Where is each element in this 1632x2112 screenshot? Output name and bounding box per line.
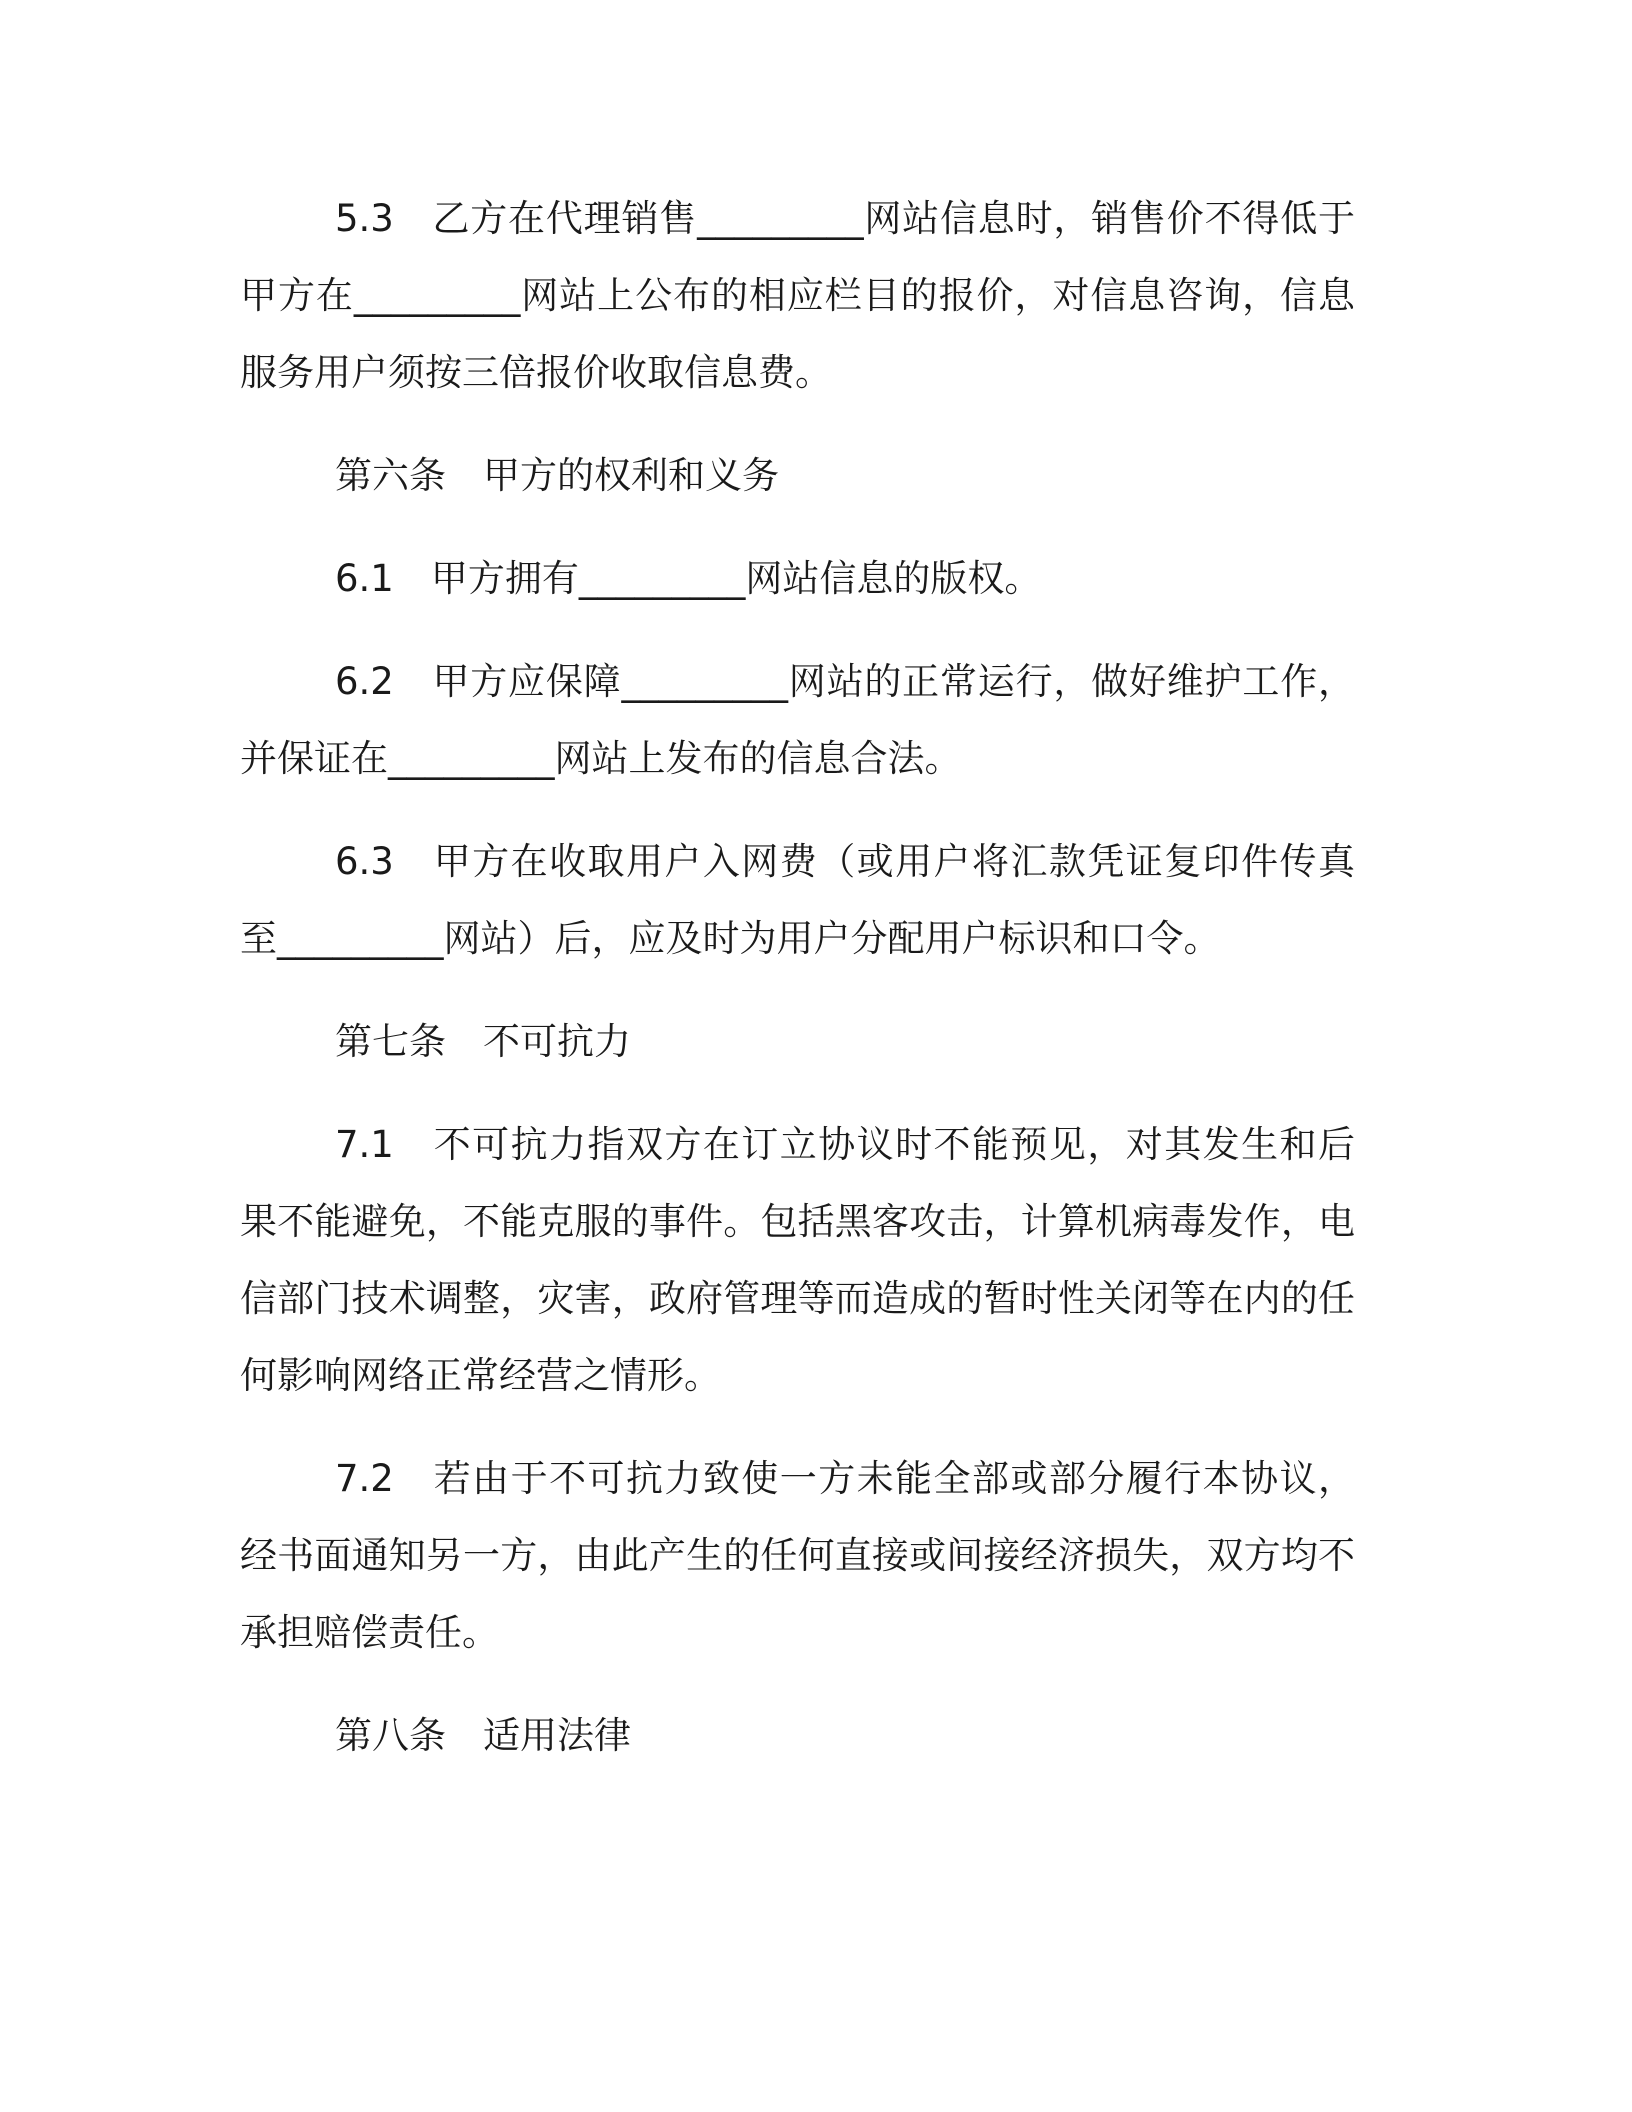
clause-6-3: 6.3 甲方在收取用户入网费（或用户将汇款凭证复印件传真至_________网站）后，应及时为用户分配用户标识和口令。 bbox=[240, 840, 1355, 960]
clause-5-3: 5.3 乙方在代理销售_________网站信息时，销售价不得低于甲方在_________网站上公布的相应栏目的报价，对信息咨询，信息服务用户须按三倍报价收取信息费。 bbox=[240, 197, 1355, 394]
clause-7-1: 7.1 不可抗力指双方在订立协议时不能预见，对其发生和后果不能避免，不能克服的事件。包括黑客攻击，计算机病毒发作，电信部门技术调整，灾害，政府管理等而造成的暂时性关闭等在内的任何影响网络正常经营之情形。 bbox=[240, 1123, 1355, 1397]
article-7-heading: 第七条 不可抗力 bbox=[335, 1020, 631, 1063]
article-8-heading: 第八条 适用法律 bbox=[335, 1714, 631, 1757]
article-6-heading: 第六条 甲方的权利和义务 bbox=[335, 454, 779, 497]
clause-6-1: 6.1 甲方拥有_________网站信息的版权。 bbox=[335, 557, 1042, 600]
clause-7-2: 7.2 若由于不可抗力致使一方未能全部或部分履行本协议，经书面通知另一方，由此产生的任何直接或间接经济损失，双方均不承担赔偿责任。 bbox=[240, 1457, 1355, 1654]
document-body bbox=[240, 180, 1355, 1800]
clause-6-2: 6.2 甲方应保障_________网站的正常运行，做好维护工作，并保证在_________网站上发布的信息合法。 bbox=[240, 660, 1355, 780]
